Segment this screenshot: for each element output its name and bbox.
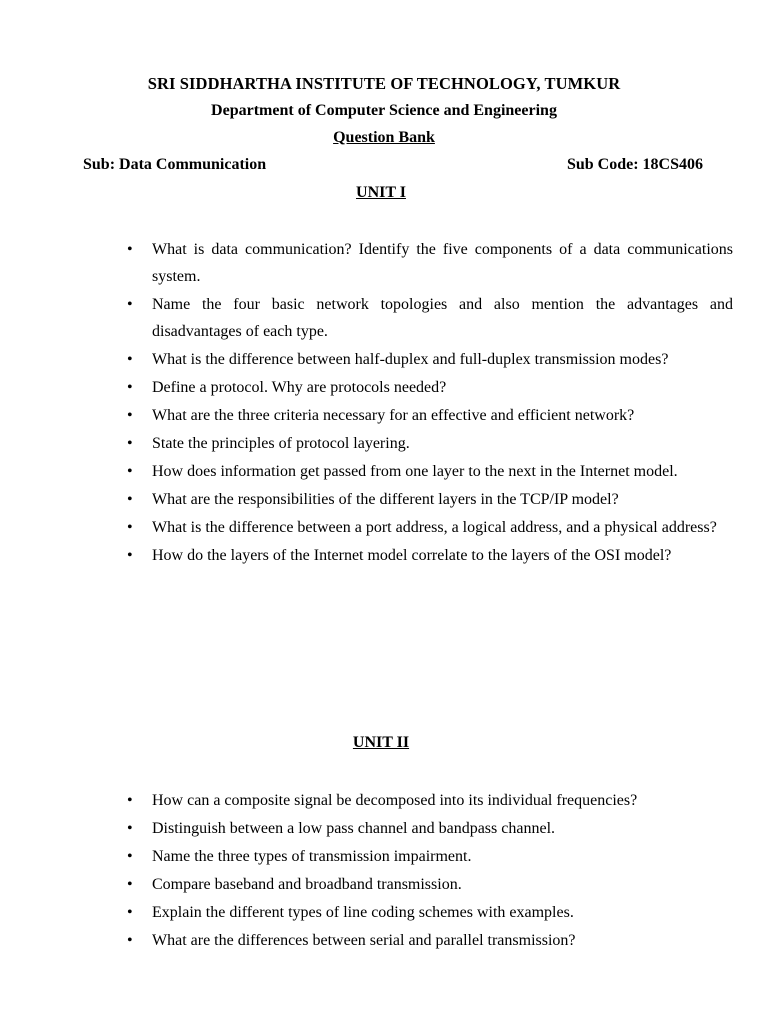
bullet-icon: • (127, 876, 133, 893)
question-item (127, 815, 733, 842)
bullet-icon: • (127, 904, 133, 921)
question-text: Define a protocol. Why are protocols needed? (152, 379, 447, 396)
bullet-icon: • (127, 296, 133, 313)
question-item (127, 458, 733, 485)
bullet-icon: • (127, 932, 133, 949)
question-text: Name the three types of transmission impairment. (152, 848, 472, 865)
bullet-icon: • (127, 820, 133, 837)
question-text: What are the differences between serial and parallel transmission? (152, 932, 576, 949)
question-text: Name the four basic network topologies and also mention the advantages and disadvantages of each type. (152, 296, 733, 340)
document-title-text: Question Bank (333, 129, 435, 146)
question-item (127, 542, 733, 569)
question-item (127, 486, 733, 513)
question-text: How do the layers of the Internet model correlate to the layers of the OSI model? (152, 547, 672, 564)
question-item (127, 514, 733, 541)
bullet-icon: • (127, 351, 133, 368)
subject-code: Sub Code: 18CS406 (566, 156, 703, 173)
question-item (127, 430, 733, 457)
unit-question-list (127, 236, 733, 570)
question-text: What is data communication? Identify the five components of a data communications system. (152, 241, 733, 285)
question-item (127, 843, 733, 870)
bullet-icon: • (127, 547, 133, 564)
unit-heading-text: UNIT II (352, 734, 410, 751)
question-text: State the principles of protocol layering. (152, 435, 410, 452)
institute-name: SRI SIDDHARTHA INSTITUTE OF TECHNOLOGY, TUMKUR (147, 74, 621, 93)
bullet-icon: • (127, 463, 133, 480)
question-item (127, 291, 733, 345)
question-item (127, 871, 733, 898)
document-title (0, 128, 768, 148)
bullet-icon: • (127, 848, 133, 865)
bullet-icon: • (127, 407, 133, 424)
question-text: What is the difference between half-duplex and full-duplex transmission modes? (152, 351, 669, 368)
department-name: Department of Computer Science and Engineering (211, 102, 557, 119)
unit-heading-text: UNIT I (356, 184, 406, 201)
question-item (127, 899, 733, 926)
bullet-icon: • (127, 792, 133, 809)
question-text: Distinguish between a low pass channel and bandpass channel. (152, 820, 556, 837)
question-text: How can a composite signal be decomposed into its individual frequencies? (152, 792, 638, 809)
bullet-icon: • (127, 519, 133, 536)
question-text: Explain the different types of line coding schemes with examples. (152, 904, 574, 921)
question-item (127, 402, 733, 429)
unit-question-list (127, 787, 733, 955)
question-item (127, 236, 733, 290)
subject-name: Sub: Data Communication (83, 156, 267, 173)
question-text: How does information get passed from one layer to the next in the Internet model. (152, 463, 678, 480)
bullet-icon: • (127, 491, 133, 508)
question-text: What are the responsibilities of the different layers in the TCP/IP model? (152, 491, 619, 508)
question-item (127, 787, 733, 814)
bullet-icon: • (127, 241, 133, 258)
question-item (127, 374, 733, 401)
question-text: What are the three criteria necessary for an effective and efficient network? (152, 407, 635, 424)
question-text: What is the difference between a port address, a logical address, and a physical address? (152, 519, 717, 536)
unit-heading (0, 733, 765, 753)
unit-heading (0, 183, 765, 203)
question-text: Compare baseband and broadband transmission. (152, 876, 462, 893)
question-item (127, 346, 733, 373)
bullet-icon: • (127, 435, 133, 452)
bullet-icon: • (127, 379, 133, 396)
question-item (127, 927, 733, 954)
